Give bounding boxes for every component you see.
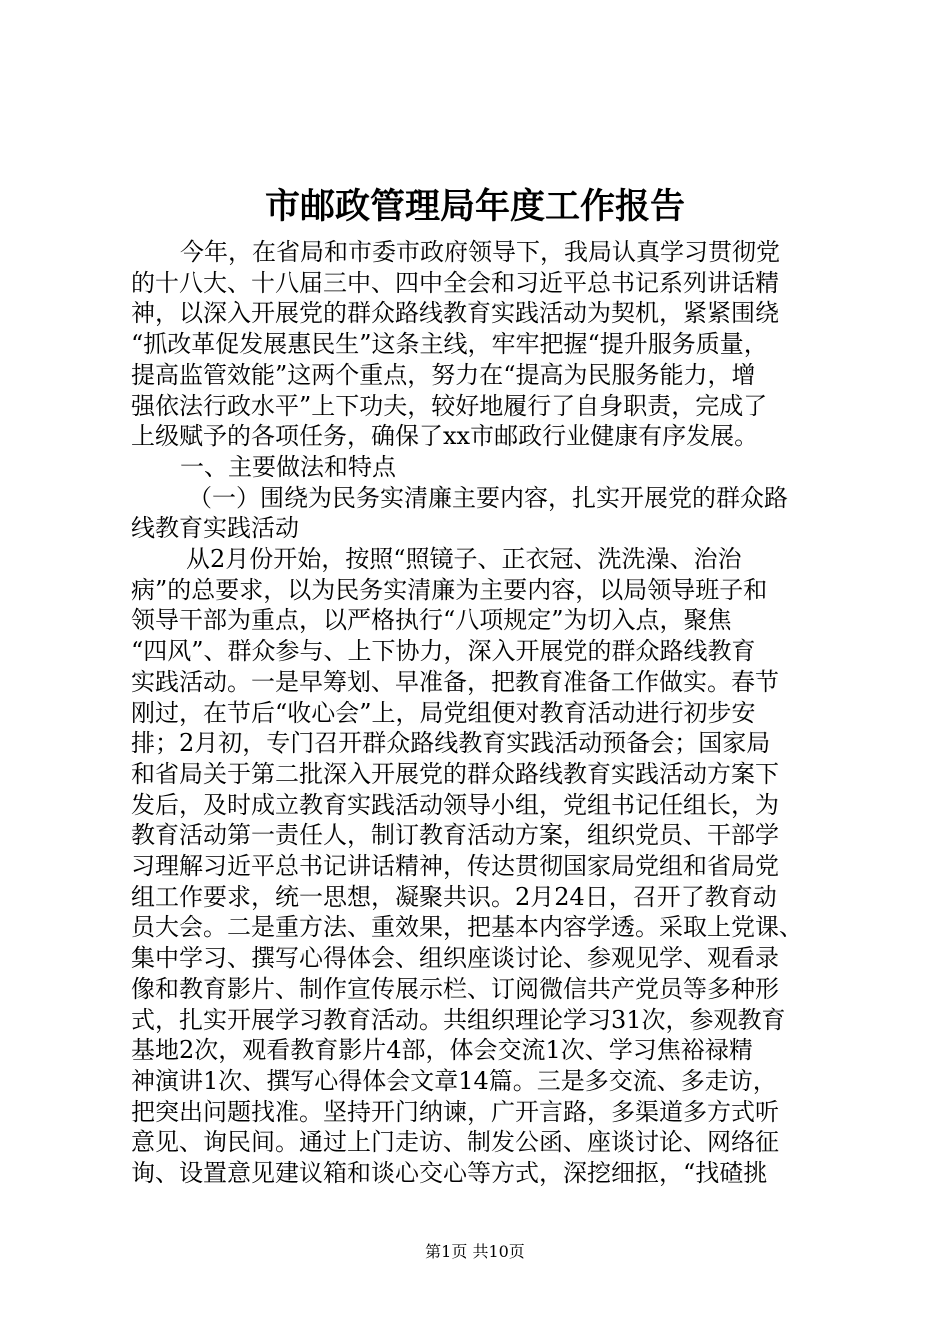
body-line: 习理解习近平总书记讲话精神，传达贯彻国家局党组和省局党 <box>131 852 779 880</box>
body-line: 实践活动。一是早筹划、早准备，把教育准备工作做实。春节 <box>131 667 779 696</box>
body-line: 基地2次，观看教育影片4部，体会交流1次、学习焦裕禄精 <box>131 1036 753 1065</box>
body-line: 员大会。二是重方法、重效果，把基本内容学透。采取上党课、 <box>131 913 803 942</box>
body-line: 集中学习、撰写心得体会、组织座谈讨论、参观见学、观看录 <box>131 944 779 973</box>
document-title: 市邮政管理局年度工作报告 <box>264 186 685 227</box>
body-line: 发后，及时成立教育实践活动领导小组，党组书记任组长，为 <box>131 790 779 819</box>
body-line: 上级赋予的各项任务，确保了xx市邮政行业健康有序发展。 <box>131 422 759 451</box>
body-line: 神演讲1次、撰写心得体会文章14篇。三是多交流、多走访， <box>131 1066 777 1095</box>
body-line: 的十八大、十八届三中、四中全会和习近平总书记系列讲话精 <box>131 268 779 297</box>
body-line: 从2月份开始，按照“照镜子、正衣冠、洗洗澡、治治 <box>186 545 742 573</box>
body-line: 和省局关于第二批深入开展党的群众路线教育实践活动方案下 <box>131 759 779 788</box>
body-line: 一、主要做法和特点 <box>180 452 396 481</box>
body-line: （一）围绕为民务实清廉主要内容，扎实开展党的群众路 <box>188 483 788 512</box>
body-line: “抓改革促发展惠民生”这条主线，牢牢把握“提升服务质量， <box>131 330 768 359</box>
body-line: “四风”、群众参与、上下协力，深入开展党的群众路线教育 <box>131 637 756 666</box>
body-line: 强依法行政水平”上下功夫，较好地履行了自身职责，完成了 <box>131 391 768 420</box>
body-line: 教育活动第一责任人，制订教育活动方案，组织党员、干部学 <box>131 821 779 850</box>
body-line: 把突出问题找准。坚持开门纳谏，广开言路，多渠道多方式听 <box>131 1097 779 1126</box>
page-number-footer: 第1页 共10页 <box>425 1242 525 1261</box>
body-line: 领导干部为重点，以严格执行“八项规定”为切入点，聚焦 <box>131 606 732 635</box>
body-line: 意见、询民间。通过上门走访、制发公函、座谈讨论、网络征 <box>131 1128 779 1157</box>
body-line: 式，扎实开展学习教育活动。共组织理论学习31次，参观教育 <box>131 1005 786 1034</box>
body-line: 病”的总要求，以为民务实清廉为主要内容，以局领导班子和 <box>131 575 768 604</box>
body-line: 刚过，在节后“收心会”上，局党组便对教育活动进行初步安 <box>131 698 756 727</box>
body-line: 排；2月初，专门召开群众路线教育实践活动预备会；国家局 <box>131 729 771 758</box>
body-line: 今年，在省局和市委市政府领导下，我局认真学习贯彻党 <box>180 238 780 266</box>
body-line: 像和教育影片、制作宣传展示栏、订阅微信共产党员等多种形 <box>131 974 779 1003</box>
body-line: 提高监管效能”这两个重点，努力在“提高为民服务能力，增 <box>131 360 756 389</box>
body-line: 神，以深入开展党的群众路线教育实践活动为契机，紧紧围绕 <box>131 299 779 328</box>
body-line: 线教育实践活动 <box>131 514 299 543</box>
body-line: 询、设置意见建议箱和谈心交心等方式，深挖细抠，“找碴挑 <box>131 1159 768 1187</box>
body-line: 组工作要求，统一思想，凝聚共识。2月24日，召开了教育动 <box>131 882 777 911</box>
